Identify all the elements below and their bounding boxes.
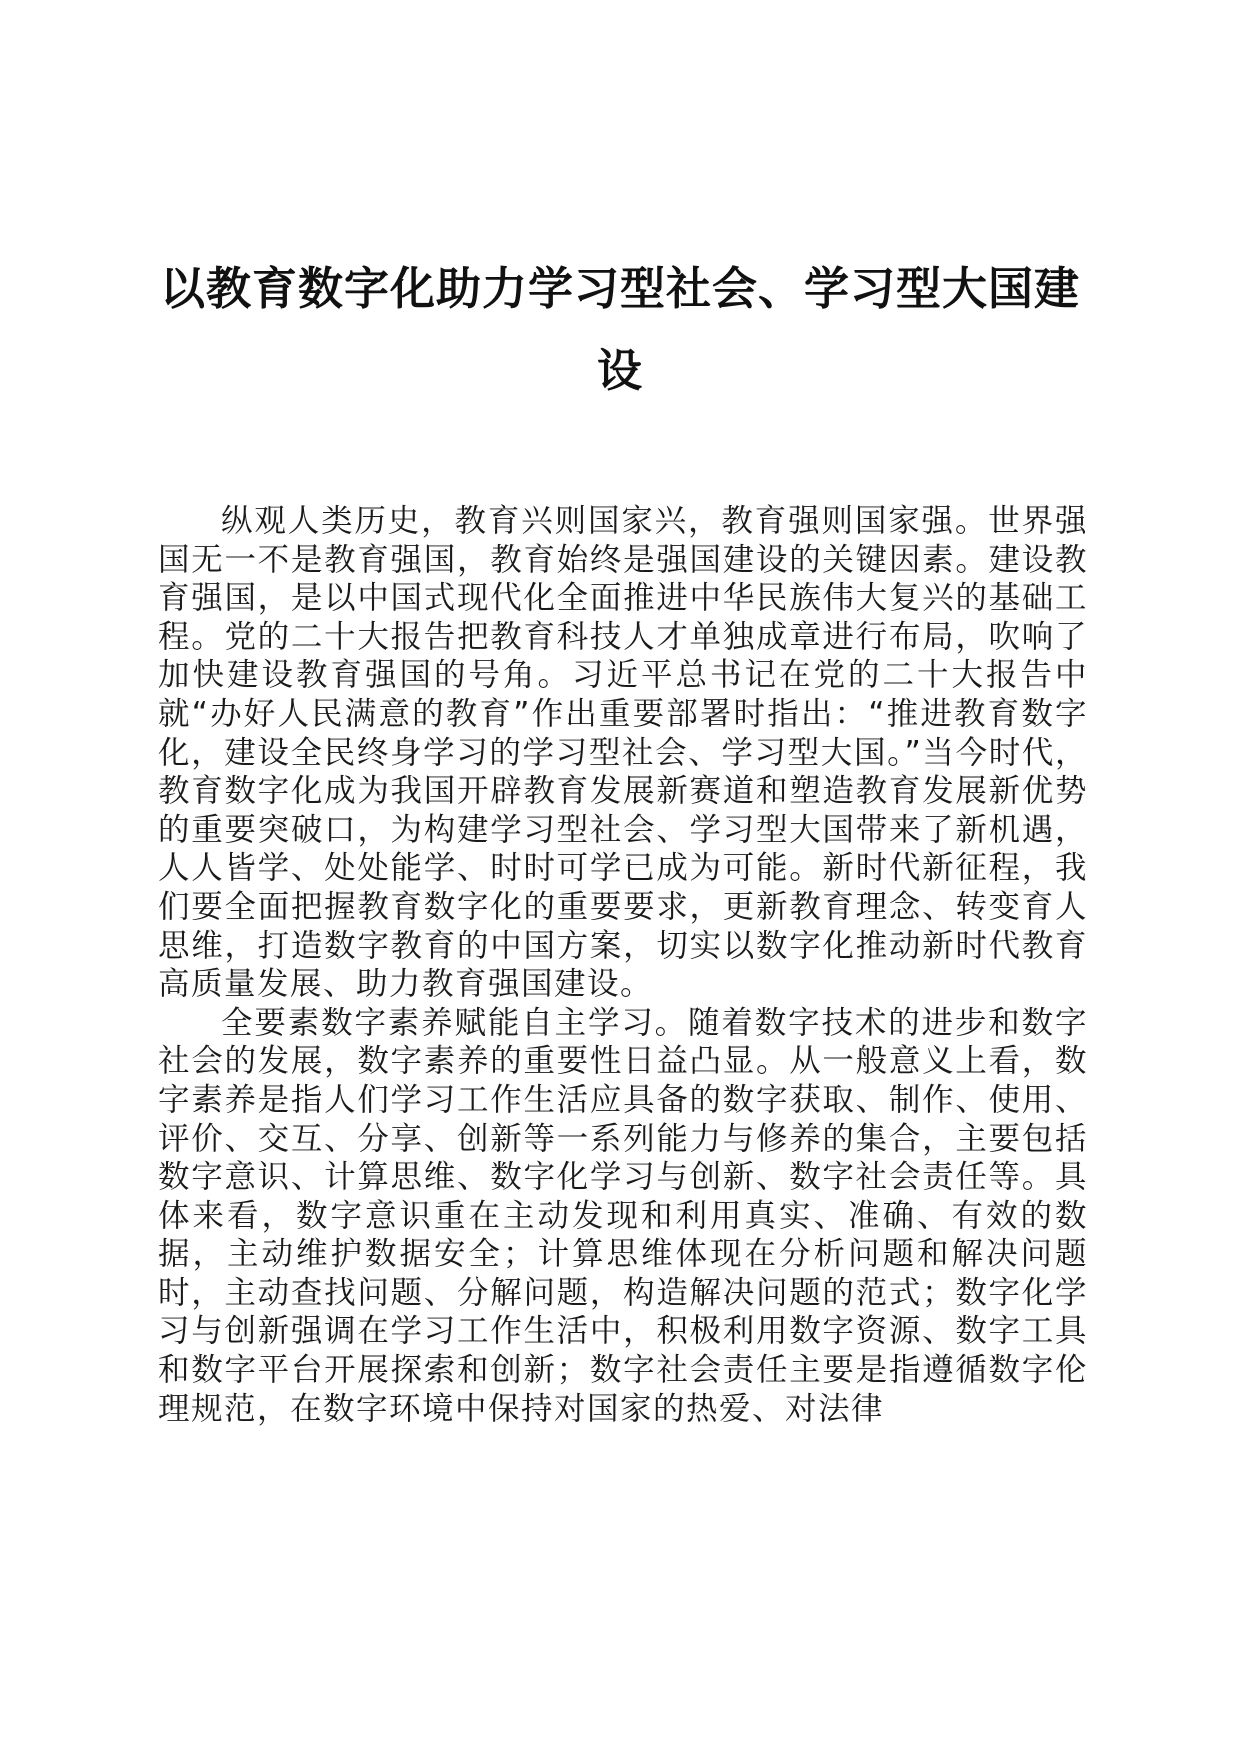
paragraph-intro: 纵观人类历史，教育兴则国家兴，教育强则国家强。世界强国无一不是教育强国，教育始终是强国建设的关键因素。建设教育强国，是以中国式现代化全面推进中华民族伟大复兴的基础工程。党的二十大报告把教育科技人才单独成章进行布局，吹响了加快建设教育强国的号角。习近平总书记在党的二十大报告中就“办好人民满意的教育”作出重要部署时指出：“推进教育数字化，建设全民终身学习的学习型社会、学习型大国。”当今时代，教育数字化成为我国开辟教育发展新赛道和塑造教育发展新优势的重要突破口，为构建学习型社会、学习型大国带来了新机遇，人人皆学、处处能学、时时可学已成为可能。新时代新征程，我们要全面把握教育数字化的重要要求，更新教育理念、转变育人思维，打造数字教育的中国方案，切实以数字化推动新时代教育高质量发展、助力教育强国建设。 bbox=[158, 503, 1088, 1003]
document-body bbox=[158, 502, 1088, 1428]
document-title: 以教育数字化助力学习型社会、学习型大国建设 bbox=[159, 262, 1080, 397]
paragraph-digital-literacy: 全要素数字素养赋能自主学习。随着数字技术的进步和数字社会的发展，数字素养的重要性日益凸显。从一般意义上看，数字素养是指人们学习工作生活应具备的数字获取、制作、使用、评价、交互、分享、创新等一系列能力与修养的集合，主要包括数字意识、计算思维、数字化学习与创新、数字社会责任等。具体来看，数字意识重在主动发现和利用真实、准确、有效的数据，主动维护数据安全；计算思维体现在分析问题和解决问题时，主动查找问题、分解问题，构造解决问题的范式；数字化学习与创新强调在学习工作生活中，积极利用数字资源、数字工具和数字平台开展探索和创新；数字社会责任主要是指遵循数字伦理规范，在数字环境中保持对国家的热爱、对法律 bbox=[158, 1004, 1088, 1427]
